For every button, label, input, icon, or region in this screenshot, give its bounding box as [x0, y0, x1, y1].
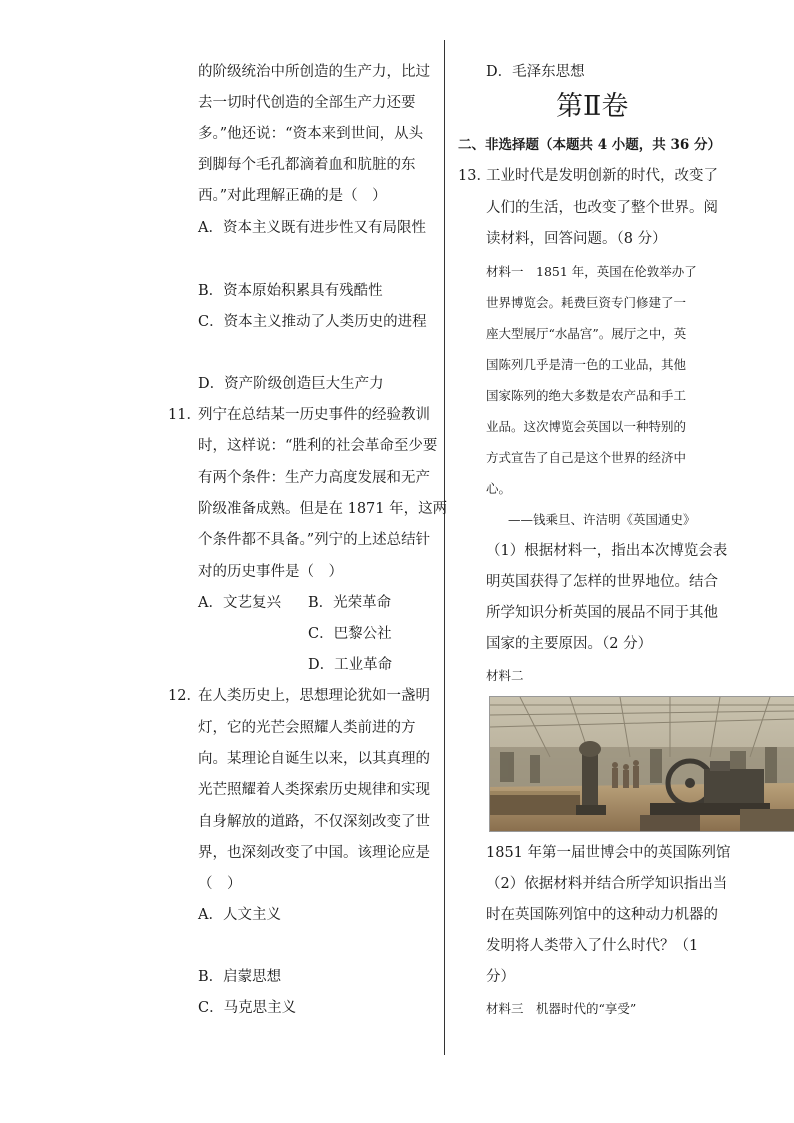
q12-line: （ ） [198, 876, 242, 892]
image-caption: 1851 年第一届世博会中的英国陈列馆 [486, 845, 731, 861]
q12-line: 向。某理论自诞生以来，以其真理的 [198, 751, 430, 767]
material1-line: 座大型展厅“水晶宫”。展厅之中，英 [486, 326, 687, 341]
q10-line: 的阶级统治中所创造的生产力，比过 [198, 64, 430, 80]
q13-line: 人们的生活，也改变了整个世界。阅 [486, 200, 718, 216]
q11-line: 对的历史事件是（ ） [198, 564, 343, 580]
q13-2-line: （2）依据材料并结合所学知识指出当 [486, 876, 728, 892]
material1-line: 材料一 1851 年，英国在伦敦举办了 [486, 264, 697, 279]
material1-line: 世界博览会。耗费巨资专门修建了一 [486, 295, 687, 310]
q13-2-line: 时在英国陈列馆中的这种动力机器的 [486, 907, 718, 923]
material1-line: 国家陈列的绝大多数是农产品和手工 [486, 388, 687, 403]
q11-line: 列宁在总结某一历史事件的经验教训 [198, 407, 430, 423]
q11-line: 有两个条件：生产力高度发展和无产 [198, 470, 430, 486]
q11-option-c[interactable]: C．巴黎公社 [308, 626, 392, 642]
q11-line: 时，这样说：“胜利的社会革命至少要 [198, 438, 438, 454]
q13-2-line: 分） [486, 969, 515, 985]
material1-line: 国陈列几乎是清一色的工业品，其他 [486, 357, 687, 372]
q11-line: 个条件都不具备。”列宁的上述总结针 [198, 532, 431, 548]
q13-line: 工业时代是发明创新的时代，改变了 [486, 168, 718, 184]
q13-line: 读材料，回答问题。（8 分） [486, 231, 667, 247]
material3-label: 材料三 机器时代的“享受” [486, 1001, 637, 1016]
section-heading: 二、非选择题（本题共 4 小题，共 36 分） [458, 137, 721, 153]
q11-number: 11． [168, 407, 201, 423]
q13-2-line: 发明将人类带入了什么时代？（1 [486, 938, 699, 954]
q10-option-a[interactable]: A．资本主义既有进步性又有局限性 [198, 220, 426, 236]
q12-line: 在人类历史上，思想理论犹如一盏明 [198, 688, 430, 704]
q12-option-c[interactable]: C．马克思主义 [198, 1000, 297, 1016]
q12-number: 12． [168, 688, 201, 704]
q11-option-d[interactable]: D．工业革命 [308, 657, 393, 673]
q12-line: 自身解放的道路，不仅深刻改变了世 [198, 814, 430, 830]
q12-line: 灯，它的光芒会照耀人类前进的方 [198, 720, 416, 736]
q10-line: 去一切时代创造的全部生产力还要 [198, 95, 416, 111]
q10-line: 多。”他还说：“资本来到世间，从头 [198, 126, 424, 142]
material1-line: 方式宣告了自己是这个世界的经济中 [486, 450, 687, 465]
q12-option-a[interactable]: A．人文主义 [198, 907, 281, 923]
q13-number: 13． [458, 168, 491, 184]
exhibition-hall-illustration [490, 697, 794, 831]
column-divider [444, 40, 445, 1055]
q10-line: 西。”对此理解正确的是（ ） [198, 188, 387, 204]
q12-option-d[interactable]: D．毛泽东思想 [486, 64, 585, 80]
q10-option-b[interactable]: B．资本原始积累具有残酷性 [198, 283, 383, 299]
q10-line: 到脚每个毛孔都滴着血和肮脏的东 [198, 157, 416, 173]
material1-line: 心。 [486, 481, 512, 496]
material2-label: 材料二 [486, 668, 524, 683]
q10-option-d[interactable]: D．资产阶级创造巨大生产力 [198, 376, 384, 392]
q11-option-b[interactable]: B．光荣革命 [308, 595, 392, 611]
section-title: 第Ⅱ卷 [556, 91, 629, 122]
q13-1-line: （1）根据材料一，指出本次博览会表 [486, 543, 728, 559]
q13-1-line: 国家的主要原因。（2 分） [486, 636, 653, 652]
q12-line: 界，也深刻改变了中国。该理论应是 [198, 845, 430, 861]
q12-line: 光芒照耀着人类探索历史规律和实现 [198, 782, 430, 798]
q10-option-c[interactable]: C．资本主义推动了人类历史的进程 [198, 314, 427, 330]
q11-line: 阶级准备成熟。但是在 1871 年，这两 [198, 501, 448, 517]
q13-1-line: 明英国获得了怎样的世界地位。结合 [486, 574, 718, 590]
q11-option-a[interactable]: A．文艺复兴 [198, 595, 281, 611]
material1-source: ——钱乘旦、许洁明《英国通史》 [508, 512, 696, 527]
exhibition-hall-image [489, 696, 794, 832]
q13-1-line: 所学知识分析英国的展品不同于其他 [486, 605, 718, 621]
material1-line: 业品。这次博览会英国以一种特别的 [486, 419, 687, 434]
q12-option-b[interactable]: B．启蒙思想 [198, 969, 282, 985]
